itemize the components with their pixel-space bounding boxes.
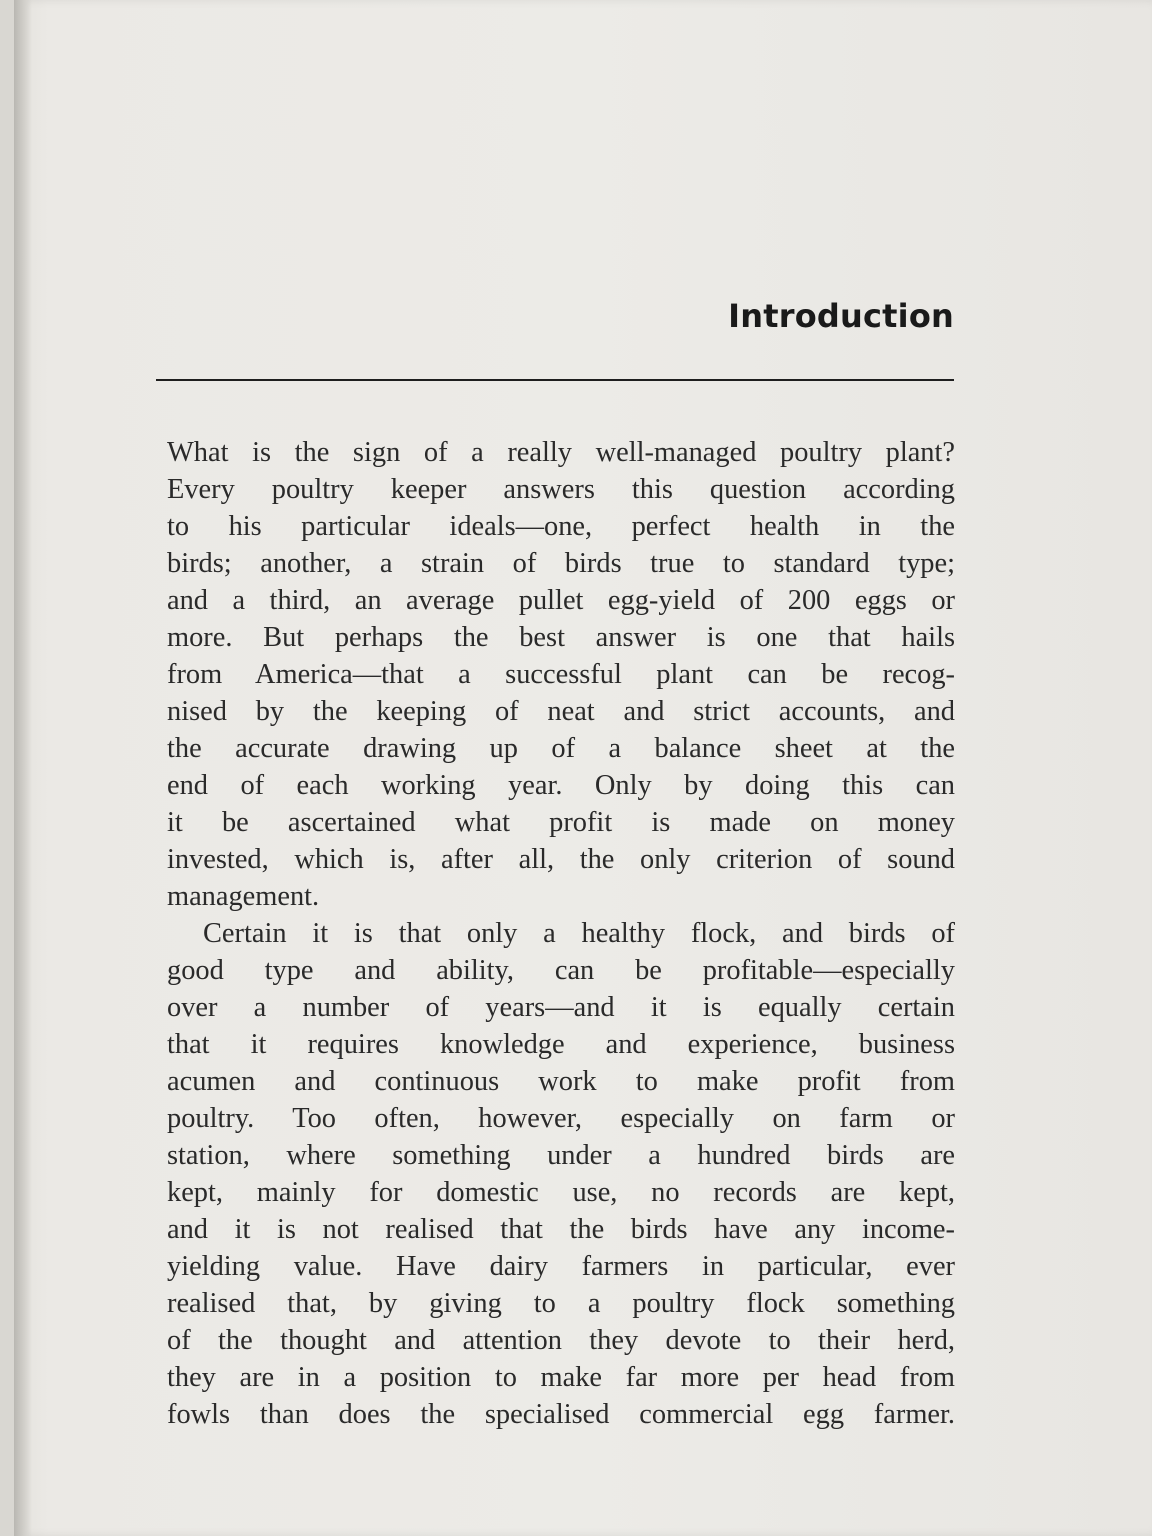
text-line: from America—that a successful plant can be recog-	[167, 659, 955, 690]
text-line: invested, which is, after all, the only criterion of sound	[167, 844, 955, 875]
text-line: of the thought and attention they devote to their herd,	[167, 1325, 955, 1356]
text-line: Every poultry keeper answers this question according	[167, 474, 955, 505]
text-line: that it requires knowledge and experience, business	[167, 1029, 955, 1060]
text-line: Certain it is that only a healthy flock, and birds of	[203, 918, 955, 949]
text-line: it be ascertained what profit is made on money	[167, 807, 955, 838]
text-line: over a number of years—and it is equally certain	[167, 992, 955, 1023]
body-text	[167, 434, 955, 1433]
text-line: good type and ability, can be profitable—especially	[167, 955, 955, 986]
text-line: kept, mainly for domestic use, no records are kept,	[167, 1177, 955, 1208]
text-line: acumen and continuous work to make profit from	[167, 1066, 955, 1097]
text-line: more. But perhaps the best answer is one that hails	[167, 622, 955, 653]
text-line: yielding value. Have dairy farmers in particular, ever	[167, 1251, 955, 1282]
text-line: and it is not realised that the birds have any income-	[167, 1214, 955, 1245]
text-line: poultry. Too often, however, especially on farm or	[167, 1103, 955, 1134]
text-line: the accurate drawing up of a balance sheet at the	[167, 733, 955, 764]
page-gutter-shadow	[14, 0, 32, 1536]
text-line: nised by the keeping of neat and strict accounts, and	[167, 696, 955, 727]
section-heading: Introduction	[728, 297, 954, 336]
text-line: and a third, an average pullet egg-yield of 200 eggs or	[167, 585, 955, 616]
text-line: fowls than does the specialised commercial egg farmer.	[167, 1399, 955, 1430]
text-line: realised that, by giving to a poultry flock something	[167, 1288, 955, 1319]
paragraph-2	[167, 915, 955, 1433]
text-line: What is the sign of a really well-managed poultry plant?	[167, 437, 955, 468]
text-line: station, where something under a hundred birds are	[167, 1140, 955, 1171]
text-line: birds; another, a strain of birds true to standard type;	[167, 548, 955, 579]
text-line: end of each working year. Only by doing this can	[167, 770, 955, 801]
text-line: management.	[167, 881, 320, 912]
text-line: they are in a position to make far more per head from	[167, 1362, 955, 1393]
text-line: to his particular ideals—one, perfect health in the	[167, 511, 955, 542]
heading-rule	[156, 379, 954, 381]
paragraph-1	[167, 434, 955, 915]
